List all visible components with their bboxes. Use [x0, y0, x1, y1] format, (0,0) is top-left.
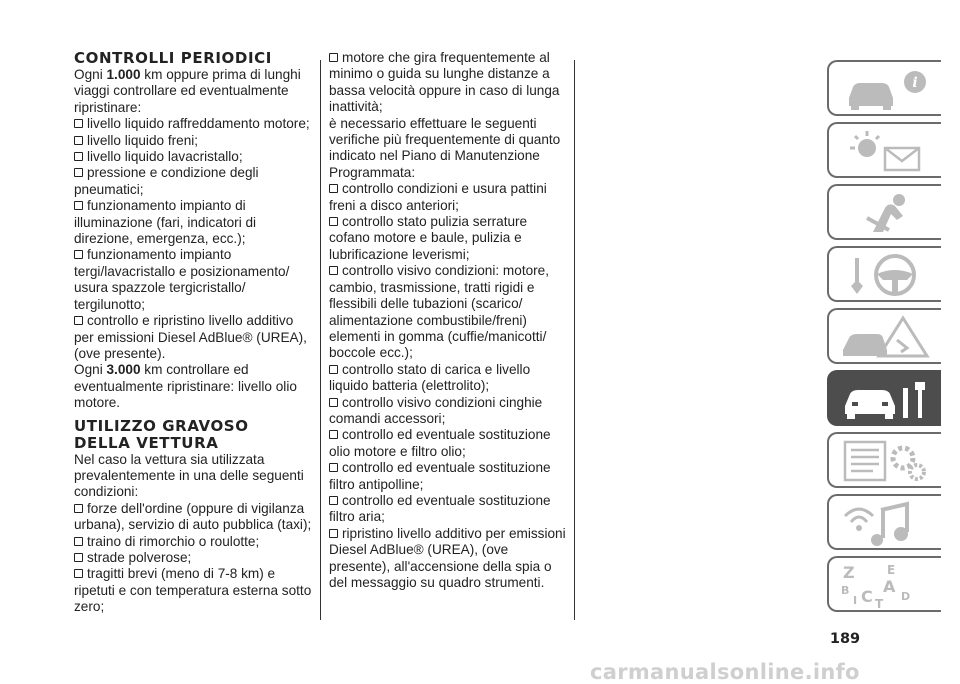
- svg-text:i: i: [912, 75, 918, 91]
- index-letter: T: [875, 597, 884, 608]
- checkbox-bullet-icon: [74, 504, 83, 513]
- checklist-item: funzionamento impianto tergi/lavacristallo e posizionamento/ usura spazzole tergicristallo/ tergilunotto;: [74, 247, 290, 312]
- checkbox-bullet-icon: [329, 184, 338, 193]
- index-letter: I: [853, 594, 858, 607]
- checklist-item: controllo visivo condizioni cinghie comandi accessori;: [329, 394, 543, 426]
- checklist: [74, 501, 312, 616]
- car-info-icon: [837, 66, 933, 112]
- section-heading-utilizzo-gravoso: UTILIZZO GRAVOSO DELLA VETTURA: [74, 416, 249, 452]
- oil-paragraph: Ogni 3.000 km controllare ed eventualmente ripristinare: livello olio motore.: [74, 362, 297, 411]
- tab-technical-data[interactable]: [827, 432, 941, 488]
- technical-data-icon: [837, 438, 933, 484]
- checkbox-bullet-icon: [329, 463, 338, 472]
- page-number: 189: [829, 631, 861, 647]
- tab-car-info[interactable]: [827, 60, 941, 116]
- checkbox-bullet-icon: [74, 201, 83, 210]
- checklist-item: livello liquido raffreddamento motore;: [74, 116, 312, 132]
- checkbox-bullet-icon: [74, 152, 83, 161]
- checklist-item: traino di rimorchio o roulotte;: [74, 534, 312, 550]
- watermark: carmanualsonline.info: [590, 660, 860, 684]
- checklist-item: controllo stato di carica e livello liquido batteria (elettrolito);: [329, 361, 531, 394]
- km-value: 1.000: [106, 67, 141, 82]
- checkbox-bullet-icon: [74, 250, 83, 259]
- checklist-item: controllo visivo condizioni: motore, cambio, trasmissione, tratti rigidi e flessibili delle tubazioni (scarico/ alimentazione combustibile/freni) elementi in gomma (cuffie/manicotti/ boccole ecc.);: [329, 263, 550, 361]
- checkbox-bullet-icon: [74, 553, 83, 562]
- checkbox-bullet-icon: [74, 537, 83, 546]
- checklist-item: controllo e ripristino livello additivo per emissioni Diesel AdBlue® (UREA), (ove presente).: [74, 313, 307, 361]
- checklist: [74, 116, 312, 362]
- checkbox-bullet-icon: [329, 430, 338, 439]
- checkbox-bullet-icon: [329, 266, 338, 275]
- checkbox-bullet-icon: [74, 119, 83, 128]
- text-column-left: [74, 50, 312, 616]
- index-icon: [837, 562, 933, 608]
- checkbox-bullet-icon: [74, 569, 83, 578]
- checklist-item: controllo condizioni e usura pattini freni a disco anteriori;: [329, 181, 547, 213]
- checklist-item: controllo ed eventuale sostituzione filtro aria;: [329, 492, 551, 525]
- checkbox-bullet-icon: [74, 316, 83, 325]
- index-letter: C: [861, 587, 873, 606]
- checkbox-bullet-icon: [329, 217, 338, 226]
- checkbox-bullet-icon: [329, 53, 338, 62]
- checkbox-bullet-icon: [329, 529, 338, 538]
- checklist: [329, 181, 567, 591]
- tab-maintenance[interactable]: [827, 370, 941, 426]
- checkbox-bullet-icon: [74, 136, 83, 145]
- checklist-item: tragitti brevi (meno di 7-8 km) e ripetuti e con temperatura esterna sotto zero;: [74, 566, 312, 615]
- checklist-item: forze dell'ordine (oppure di vigilanza urbana), servizio di auto pubblica (taxi);: [74, 500, 312, 533]
- km-value: 3.000: [106, 362, 141, 378]
- verification-paragraph: è necessario effettuare le seguenti verifiche più frequentemente di quanto indicato nel Piano di Manutenzione Programmata:: [329, 115, 561, 180]
- checkbox-bullet-icon: [329, 365, 338, 374]
- index-letter: A: [883, 577, 896, 596]
- tab-index[interactable]: [827, 556, 941, 612]
- checklist-item: livello liquido freni;: [74, 133, 312, 149]
- checkbox-bullet-icon: [329, 496, 338, 505]
- emergency-icon: [837, 314, 933, 360]
- airbag-seat-icon: [837, 190, 933, 236]
- checklist-item: motore che gira frequentemente al minimo o guida su lunghe distanze a bassa velocità oppure in caso di lunga inattività;: [329, 50, 560, 115]
- text-column-right: [329, 50, 567, 591]
- checkbox-bullet-icon: [329, 398, 338, 407]
- checklist-item: strade polverose;: [74, 550, 312, 566]
- column-divider: [574, 60, 575, 620]
- checklist-item: pressione e condizione degli pneumatici;: [74, 165, 259, 197]
- section-heading-controlli-periodici: CONTROLLI PERIODICI: [74, 49, 272, 67]
- column-divider: [320, 60, 321, 620]
- tab-safety[interactable]: [827, 184, 941, 240]
- index-letter: D: [901, 590, 911, 603]
- warning-lights-icon: [837, 128, 933, 174]
- intro-paragraph: Ogni 1.000 km oppure prima di lunghi viaggi controllare ed eventualmente ripristinare:: [74, 67, 301, 115]
- checkbox-bullet-icon: [74, 168, 83, 177]
- checklist-item: funzionamento impianto di illuminazione (fari, indicatori di direzione, emergenza, ecc.);: [74, 198, 257, 247]
- checklist-item: livello liquido lavacristallo;: [74, 149, 312, 165]
- checklist-item: controllo stato pulizia serrature cofano motore e baule, pulizia e lubrificazione leverismi;: [329, 214, 528, 262]
- checklist-item: ripristino livello additivo per emissioni Diesel AdBlue® (UREA), (ove presente), all'accensione della spia o del messaggio su quadro strumenti.: [329, 525, 566, 590]
- car-maintenance-icon: [837, 376, 933, 422]
- multimedia-icon: [837, 500, 933, 546]
- tab-emergency[interactable]: [827, 308, 941, 364]
- steering-wheel-icon: [837, 252, 933, 298]
- tab-starting-driving[interactable]: [827, 246, 941, 302]
- conditions-paragraph: Nel caso la vettura sia utilizzata prevalentemente in una delle seguenti condizioni:: [74, 451, 304, 500]
- checklist-item: controllo ed eventuale sostituzione filtro antipolline;: [329, 460, 551, 492]
- index-letter: Z: [843, 563, 855, 582]
- tab-warning-lights[interactable]: [827, 122, 941, 178]
- checklist-item: controllo ed eventuale sostituzione olio motore e filtro olio;: [329, 427, 551, 459]
- index-letter: B: [841, 584, 850, 597]
- index-letter: E: [887, 563, 896, 577]
- tab-multimedia[interactable]: [827, 494, 941, 550]
